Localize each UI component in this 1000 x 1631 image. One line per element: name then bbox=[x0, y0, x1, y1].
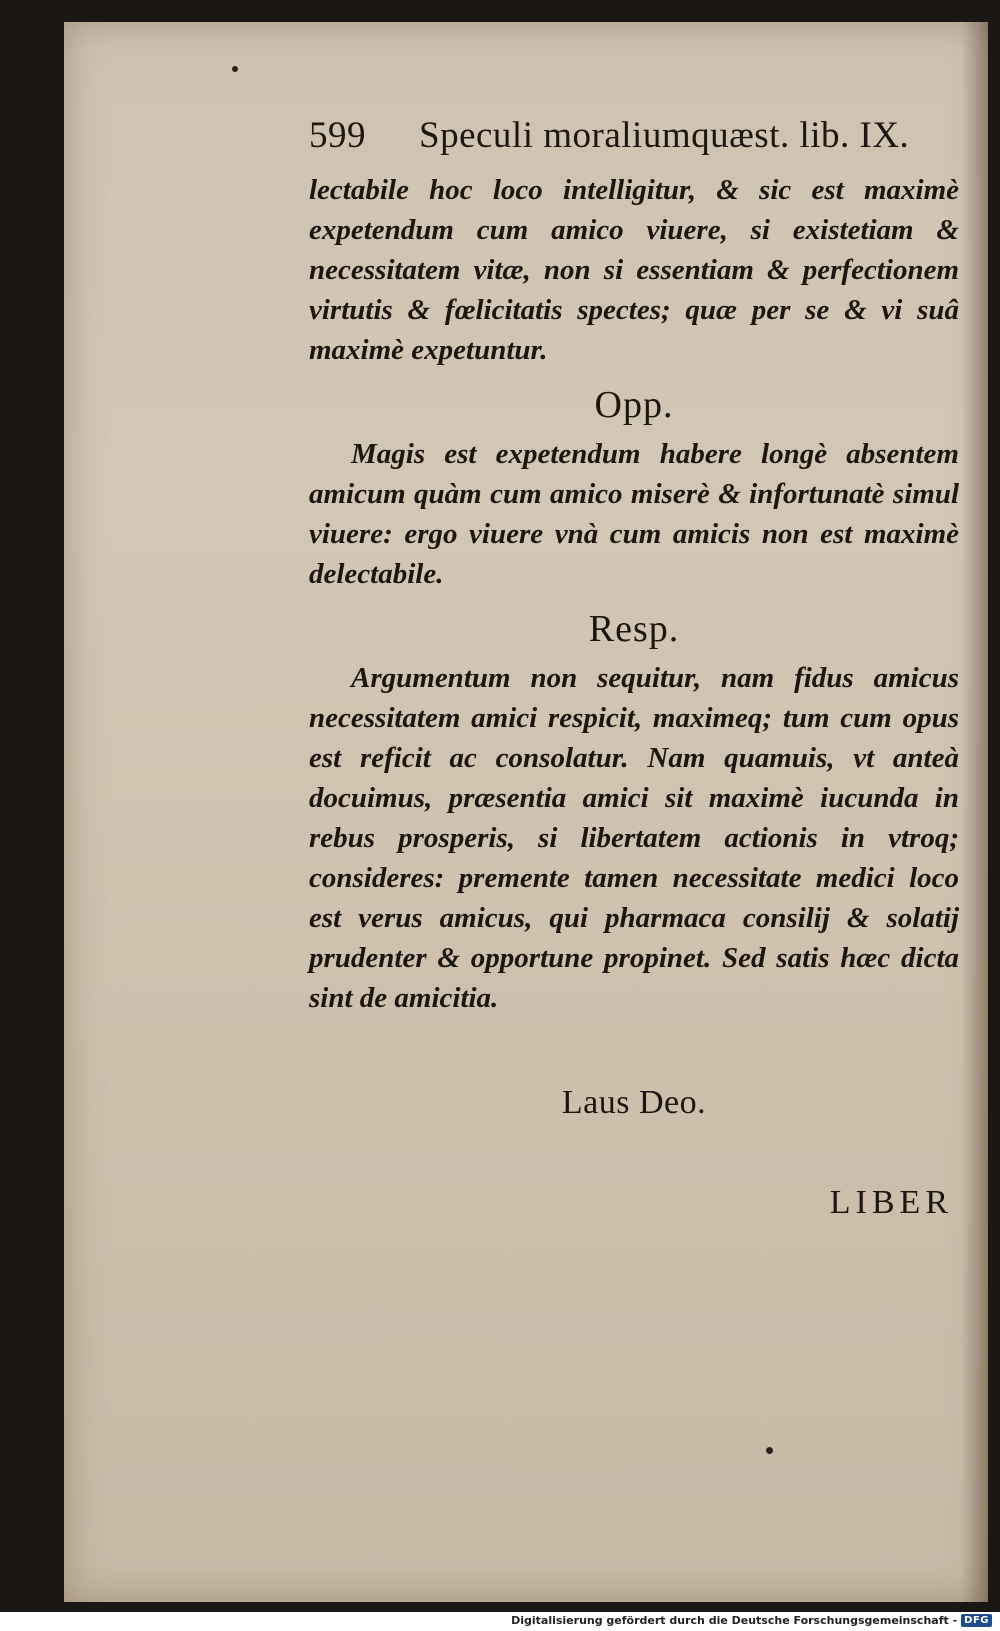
ink-speck bbox=[766, 1447, 773, 1454]
paragraph-objection: Magis est expetendum habere longè absentem amicum quàm cum amico miserè & infortunatè simul viuere: ergo viuere vnà cum amicis non est maximè delectabile. bbox=[309, 438, 959, 590]
paragraph-continuation: lectabile hoc loco intelligitur, & sic est maximè expetendum cum amico viuere, si existetiam & necessitatem vitæ, non si essentiam & perfectionem virtutis & fœlicitatis spectes; quæ per se & vi suâ maximè expetuntur. bbox=[309, 174, 959, 366]
heading-opp: Opp. bbox=[594, 384, 674, 426]
text-block bbox=[309, 114, 959, 1222]
catchword: LIBER bbox=[829, 1184, 953, 1221]
running-head bbox=[309, 114, 959, 170]
page-number: 599 bbox=[309, 115, 366, 156]
credit-text: Digitalisierung gefördert durch die Deutsche Forschungsgemeinschaft - bbox=[511, 1613, 958, 1627]
digitization-credit bbox=[511, 1611, 992, 1629]
paragraph-response: Argumentum non sequitur, nam fidus amicus necessitatem amici respicit, maximeq; tum cum opus est reficit ac consolatur. Nam quamuis, vt anteà docuimus, præsentia amici sit maximè iucunda in rebus prosperis, si libertatem actionis in vtroq; consideres: premente tamen necessitate medici loco est verus amicus, qui pharmaca consilij & solatij prudenter & opportune propinet. Sed satis hæc dicta sint de amicitia. bbox=[309, 662, 959, 1014]
heading-resp: Resp. bbox=[588, 608, 680, 650]
ink-speck bbox=[232, 66, 238, 72]
running-title: Speculi moraliumquæst. lib. IX. bbox=[419, 115, 910, 156]
closing-line: Laus Deo. bbox=[561, 1084, 707, 1121]
dfg-logo: DFG bbox=[961, 1614, 992, 1627]
gutter-shadow bbox=[962, 22, 988, 1602]
book-page bbox=[64, 22, 988, 1602]
